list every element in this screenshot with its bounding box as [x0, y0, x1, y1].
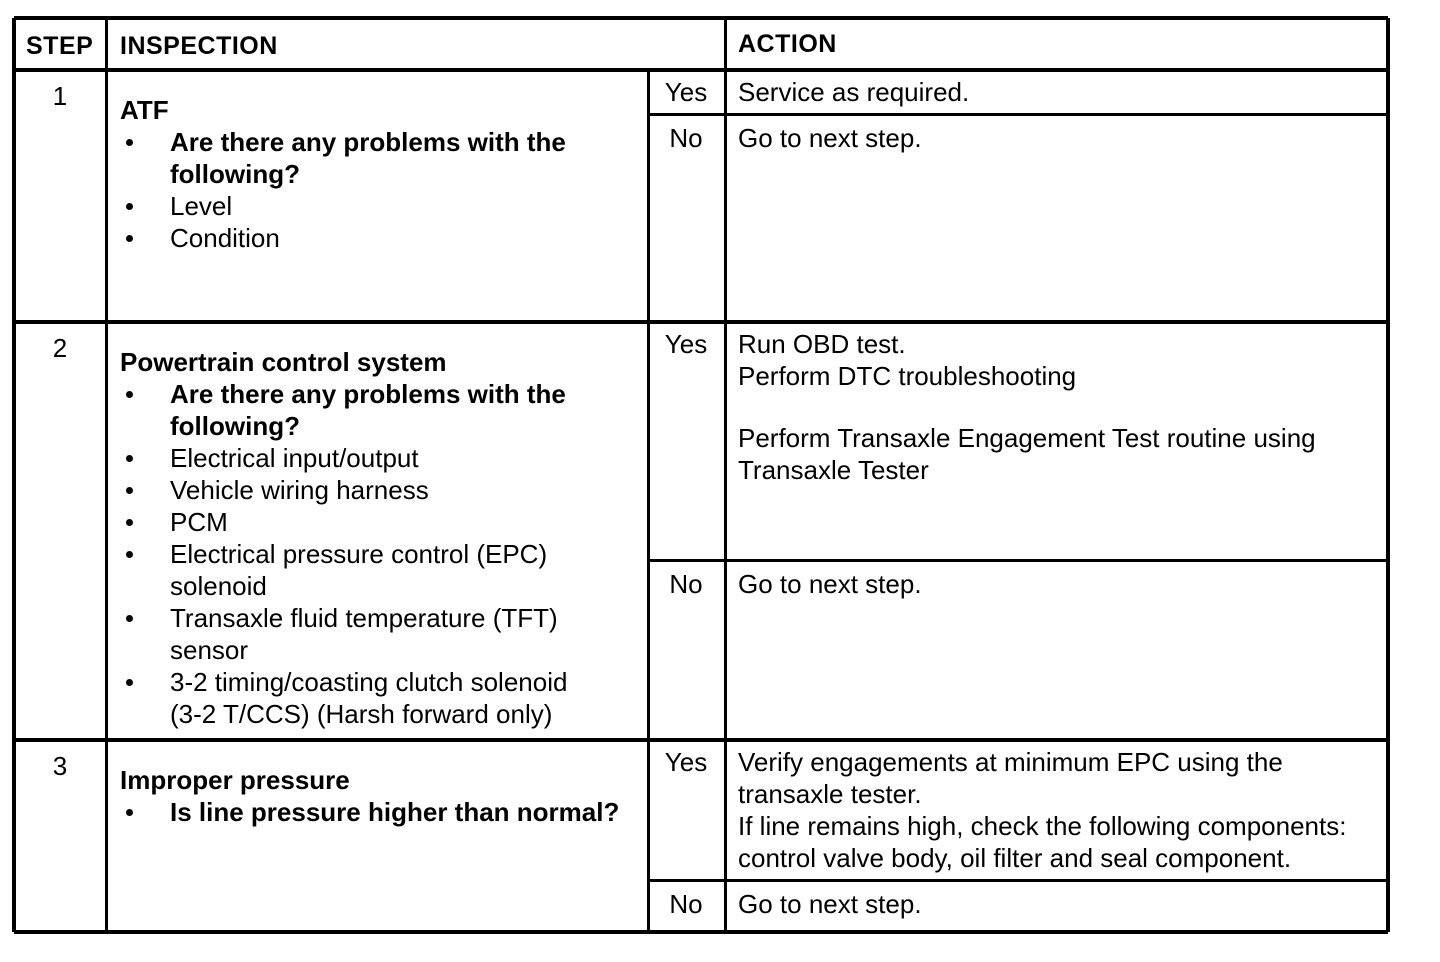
bullet-icon — [126, 455, 133, 462]
inspection-item: Electrical pressure control (EPC) — [170, 539, 548, 569]
action-text: Transaxle Tester — [738, 455, 929, 485]
no-label: No — [669, 569, 703, 599]
row-divider — [14, 738, 1388, 742]
bullet-icon — [126, 679, 133, 686]
inspection-item: following? — [170, 411, 300, 441]
action-header: ACTION — [738, 30, 837, 58]
inspection-item: Are there any problems with the — [170, 127, 566, 157]
no-label: No — [669, 123, 703, 153]
bullet-icon — [126, 391, 133, 398]
step-column-divider — [105, 18, 108, 932]
action-text: Run OBD test. — [738, 329, 906, 359]
yes-label: Yes — [664, 329, 708, 359]
bullet-icon — [126, 139, 133, 146]
table-left-border — [12, 18, 16, 932]
action-text: transaxle tester. — [738, 779, 922, 809]
action-column-divider — [724, 18, 727, 932]
inspection-item: Condition — [170, 223, 280, 253]
bullet-icon — [126, 235, 133, 242]
inspection-title: ATF — [120, 95, 169, 125]
yes-no-divider — [648, 879, 1388, 882]
action-text: Perform DTC troubleshooting — [738, 361, 1077, 391]
inspection-header: INSPECTION — [120, 32, 278, 60]
action-text: If line remains high, check the following components: — [738, 811, 1347, 841]
action-text: Service as required. — [738, 77, 970, 107]
action-text: Perform Transaxle Engagement Test routine using — [738, 423, 1316, 453]
inspection-item: Vehicle wiring harness — [170, 475, 429, 505]
step-number: 3 — [52, 751, 68, 781]
table-bottom-border — [14, 930, 1388, 934]
yes-label: Yes — [664, 77, 708, 107]
step-number: 2 — [52, 333, 68, 363]
step-number: 1 — [52, 81, 68, 111]
header-bottom-border — [14, 68, 1388, 72]
table-right-border — [1386, 18, 1390, 932]
table-top-border — [14, 16, 1388, 20]
bullet-icon — [126, 809, 133, 816]
answer-column-divider — [647, 70, 650, 932]
inspection-item: Electrical input/output — [170, 443, 419, 473]
no-label: No — [669, 889, 703, 919]
action-text: Go to next step. — [738, 889, 922, 919]
row-divider — [14, 320, 1388, 324]
action-text: control valve body, oil filter and seal component. — [738, 843, 1292, 873]
inspection-item: Are there any problems with the — [170, 379, 566, 409]
yes-no-divider — [648, 113, 1388, 116]
yes-label: Yes — [664, 747, 708, 777]
bullet-icon — [126, 615, 133, 622]
inspection-item: sensor — [170, 635, 249, 665]
inspection-item: (3-2 T/CCS) (Harsh forward only) — [170, 699, 553, 729]
inspection-title: Powertrain control system — [120, 347, 447, 377]
inspection-item: following? — [170, 159, 300, 189]
inspection-item: PCM — [170, 507, 228, 537]
bullet-icon — [126, 519, 133, 526]
inspection-item: 3-2 timing/coasting clutch solenoid — [170, 667, 568, 697]
action-text: Go to next step. — [738, 569, 922, 599]
action-text: Go to next step. — [738, 123, 922, 153]
bullet-icon — [126, 203, 133, 210]
bullet-icon — [126, 487, 133, 494]
inspection-item: Is line pressure higher than normal? — [170, 797, 620, 827]
action-text: Verify engagements at minimum EPC using the — [738, 747, 1283, 777]
yes-no-divider — [648, 559, 1388, 562]
inspection-title: Improper pressure — [120, 765, 350, 795]
inspection-item: Level — [170, 191, 233, 221]
step-header: STEP — [26, 32, 94, 60]
inspection-item: Transaxle fluid temperature (TFT) — [170, 603, 558, 633]
inspection-item: solenoid — [170, 571, 267, 601]
bullet-icon — [126, 551, 133, 558]
